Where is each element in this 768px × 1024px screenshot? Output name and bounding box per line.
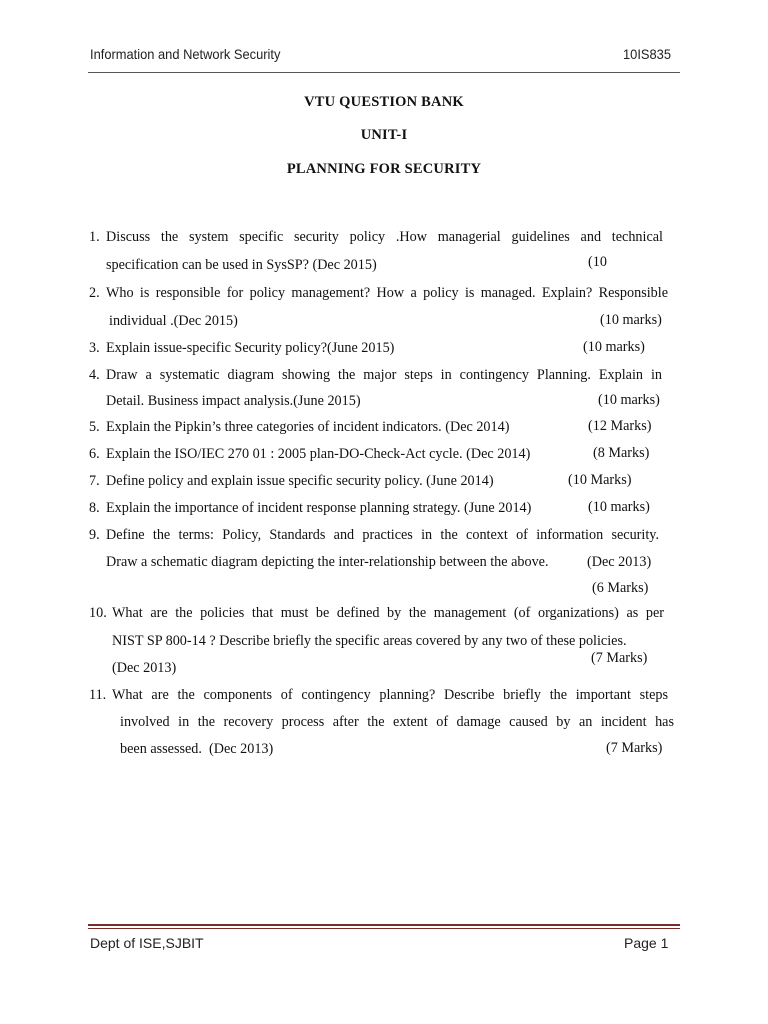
question-line: Explain issue-specific Security policy?(June 2015) bbox=[106, 340, 395, 356]
question-line: individual .(Dec 2015) bbox=[109, 313, 238, 329]
header-course-code: 10IS835 bbox=[623, 46, 671, 62]
question-marks: (6 Marks) bbox=[592, 580, 649, 596]
question-line: been assessed. (Dec 2013) bbox=[120, 741, 274, 757]
footer-page-number: Page 1 bbox=[624, 935, 669, 951]
question-number: 7. bbox=[89, 473, 100, 489]
question-marks: (10 Marks) bbox=[568, 472, 632, 488]
question-line: Explain the importance of incident response planning strategy. (June 2014) bbox=[106, 500, 532, 516]
question-line: involved in the recovery process after the extent of damage caused by an incident has bbox=[120, 714, 674, 730]
question-marks: (7 Marks) bbox=[606, 740, 663, 756]
question-line: Who is responsible for policy management? How a policy is managed. Explain? Responsible bbox=[106, 285, 668, 301]
question-line: specification can be used in SysSP? (Dec 2015) bbox=[106, 257, 377, 273]
main-title: VTU QUESTION BANK bbox=[304, 94, 464, 110]
footer-divider-thin bbox=[88, 928, 680, 929]
question-line: NIST SP 800-14 ? Describe briefly the specific areas covered by any two of these policies. bbox=[112, 633, 627, 649]
question-line: (Dec 2013) bbox=[587, 554, 652, 570]
question-marks: (8 Marks) bbox=[593, 445, 650, 461]
question-number: 2. bbox=[89, 285, 100, 301]
question-line: What are the components of contingency planning? Describe briefly the important steps bbox=[112, 687, 668, 703]
question-number: 6. bbox=[89, 446, 100, 462]
question-line: Define the terms: Policy, Standards and practices in the context of information security. bbox=[106, 527, 659, 543]
question-marks: (12 Marks) bbox=[588, 418, 652, 434]
question-line: Draw a schematic diagram depicting the inter-relationship between the above. bbox=[106, 554, 549, 570]
question-line: Draw a systematic diagram showing the major steps in contingency Planning. Explain in bbox=[106, 367, 662, 383]
topic-title: PLANNING FOR SECURITY bbox=[286, 161, 482, 177]
footer-divider bbox=[88, 924, 680, 926]
question-number: 1. bbox=[89, 229, 100, 245]
question-line: Detail. Business impact analysis.(June 2015) bbox=[106, 393, 361, 409]
question-marks: (7 Marks) bbox=[591, 650, 648, 666]
question-number: 9. bbox=[89, 527, 100, 543]
question-line: What are the policies that must be defined by the management (of organizations) as per bbox=[112, 605, 664, 621]
question-marks: (10 bbox=[588, 254, 607, 270]
question-marks: (10 marks) bbox=[588, 499, 650, 515]
question-marks: (10 marks) bbox=[600, 312, 662, 328]
question-number: 8. bbox=[89, 500, 100, 516]
question-line: Discuss the system specific security policy .How managerial guidelines and technical bbox=[106, 229, 663, 245]
question-number: 10. bbox=[89, 605, 107, 621]
header-course-name: Information and Network Security bbox=[90, 46, 281, 62]
question-number: 11. bbox=[89, 687, 107, 703]
footer-department: Dept of ISE,SJBIT bbox=[90, 935, 204, 951]
question-number: 5. bbox=[89, 419, 100, 435]
question-line: Explain the ISO/IEC 270 01 : 2005 plan-DO-Check-Act cycle. (Dec 2014) bbox=[106, 446, 531, 462]
question-marks: (10 marks) bbox=[598, 392, 660, 408]
question-line: Explain the Pipkin’s three categories of incident indicators. (Dec 2014) bbox=[106, 419, 510, 435]
question-line: (Dec 2013) bbox=[112, 660, 177, 676]
unit-title: UNIT-I bbox=[360, 127, 408, 143]
question-number: 3. bbox=[89, 340, 100, 356]
question-number: 4. bbox=[89, 367, 100, 383]
question-line: Define policy and explain issue specific security policy. (June 2014) bbox=[106, 473, 494, 489]
header-divider bbox=[88, 72, 680, 73]
question-marks: (10 marks) bbox=[583, 339, 645, 355]
